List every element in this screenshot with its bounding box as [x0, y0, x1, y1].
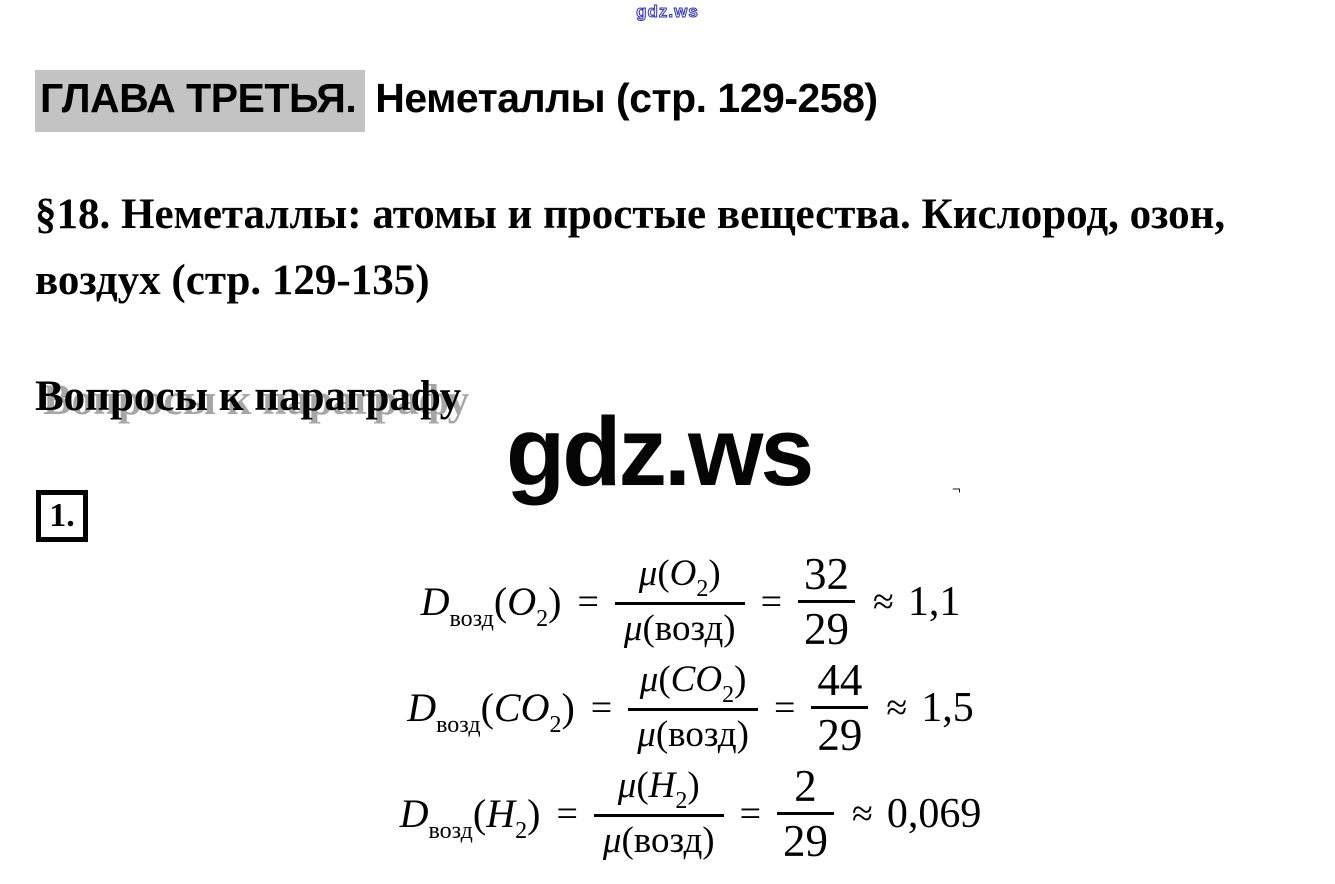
- number-fraction: [798, 548, 855, 655]
- open-paren: (: [472, 791, 487, 836]
- approx-sign: ≈: [886, 686, 908, 729]
- equals-sign: =: [739, 792, 762, 835]
- gas-symbol: CO: [493, 685, 550, 730]
- gas-symbol: H: [486, 791, 516, 836]
- mu-symbol: μ: [602, 820, 622, 861]
- approx-sign: ≈: [852, 792, 873, 835]
- close-paren: ): [548, 579, 562, 624]
- close-paren: ): [687, 765, 700, 806]
- formula-lhs: [420, 578, 562, 632]
- density-subscript: возд: [436, 712, 481, 738]
- close-paren: ): [527, 791, 541, 836]
- site-watermark-center: gdz.ws: [506, 397, 812, 506]
- formula-result: 1,5: [921, 684, 974, 731]
- formula-row: [0, 654, 1335, 761]
- density-symbol: D: [399, 791, 429, 836]
- open-paren: (: [480, 685, 494, 730]
- chapter-heading: [35, 70, 878, 132]
- formula-row: [0, 760, 1335, 867]
- gas-subscript: 2: [696, 576, 709, 602]
- density-symbol: D: [420, 579, 450, 624]
- formula-lhs: [407, 684, 575, 738]
- mu-denominator: [594, 814, 724, 865]
- close-paren: ): [734, 659, 747, 700]
- chapter-heading-highlighted: ГЛАВА ТРЕТЬЯ.: [35, 70, 365, 132]
- mu-numerator: [631, 656, 756, 708]
- formula-result: 1,1: [907, 578, 961, 625]
- fraction-denominator: 29: [811, 706, 868, 761]
- mu-symbol: μ: [637, 714, 656, 755]
- close-paren: ): [708, 553, 721, 594]
- mu-fraction: [615, 550, 745, 653]
- air-label: (возд): [655, 714, 749, 755]
- artifact-mark: ¬: [952, 481, 961, 498]
- section-heading-line2: воздух (стр. 129-135): [35, 257, 430, 304]
- fraction-denominator: 29: [798, 600, 855, 655]
- open-paren: (: [636, 765, 649, 806]
- number-fraction: [811, 654, 868, 761]
- equals-sign: =: [556, 792, 578, 835]
- gas-symbol: H: [648, 765, 676, 806]
- formula-lhs: [399, 790, 541, 844]
- number-fraction: [777, 760, 834, 867]
- site-watermark-top: gdz.ws: [636, 2, 699, 21]
- fraction-numerator: 44: [817, 655, 863, 705]
- gas-subscript: 2: [675, 788, 688, 814]
- gas-subscript: 2: [536, 606, 549, 632]
- mu-symbol: μ: [639, 659, 659, 700]
- questions-heading: Вопросы к параграфу: [35, 373, 462, 420]
- mu-numerator: [609, 762, 709, 814]
- open-paren: (: [493, 579, 508, 624]
- gas-symbol: O: [507, 579, 537, 624]
- open-paren: (: [658, 659, 671, 700]
- mu-denominator: [628, 708, 758, 759]
- equals-sign: =: [590, 686, 613, 729]
- density-subscript: возд: [428, 818, 473, 844]
- equals-sign: =: [577, 580, 599, 623]
- formula-row: [0, 548, 1335, 655]
- approx-sign: ≈: [873, 580, 894, 623]
- density-symbol: D: [407, 685, 437, 730]
- equals-sign: =: [760, 580, 783, 623]
- density-subscript: возд: [449, 606, 494, 632]
- mu-fraction: [628, 656, 758, 759]
- equals-sign: =: [773, 686, 796, 729]
- gas-subscript: 2: [515, 818, 528, 844]
- air-label: (возд): [621, 820, 715, 861]
- fraction-numerator: 2: [794, 761, 817, 811]
- gas-subscript: 2: [549, 712, 562, 738]
- mu-numerator: [630, 550, 730, 602]
- fraction-denominator: 29: [777, 812, 834, 867]
- question-number-box: [36, 490, 88, 542]
- open-paren: (: [657, 553, 670, 594]
- close-paren: ): [561, 685, 575, 730]
- mu-fraction: [594, 762, 724, 865]
- gas-symbol: O: [669, 553, 697, 594]
- formula-result: 0,069: [886, 790, 982, 837]
- fraction-numerator: 32: [804, 549, 850, 599]
- mu-symbol: μ: [638, 553, 658, 594]
- mu-denominator: [615, 602, 745, 653]
- question-number: 1.: [49, 497, 75, 534]
- chapter-heading-rest: Неметаллы (стр. 129-258): [375, 75, 878, 121]
- air-label: (возд): [642, 608, 736, 649]
- mu-symbol: μ: [623, 608, 643, 649]
- gas-symbol: CO: [670, 659, 723, 700]
- mu-symbol: μ: [617, 765, 637, 806]
- section-heading-line1: §18. Неметаллы: атомы и простые вещества. Кислород, озон,: [35, 191, 1226, 238]
- gas-subscript: 2: [722, 682, 735, 708]
